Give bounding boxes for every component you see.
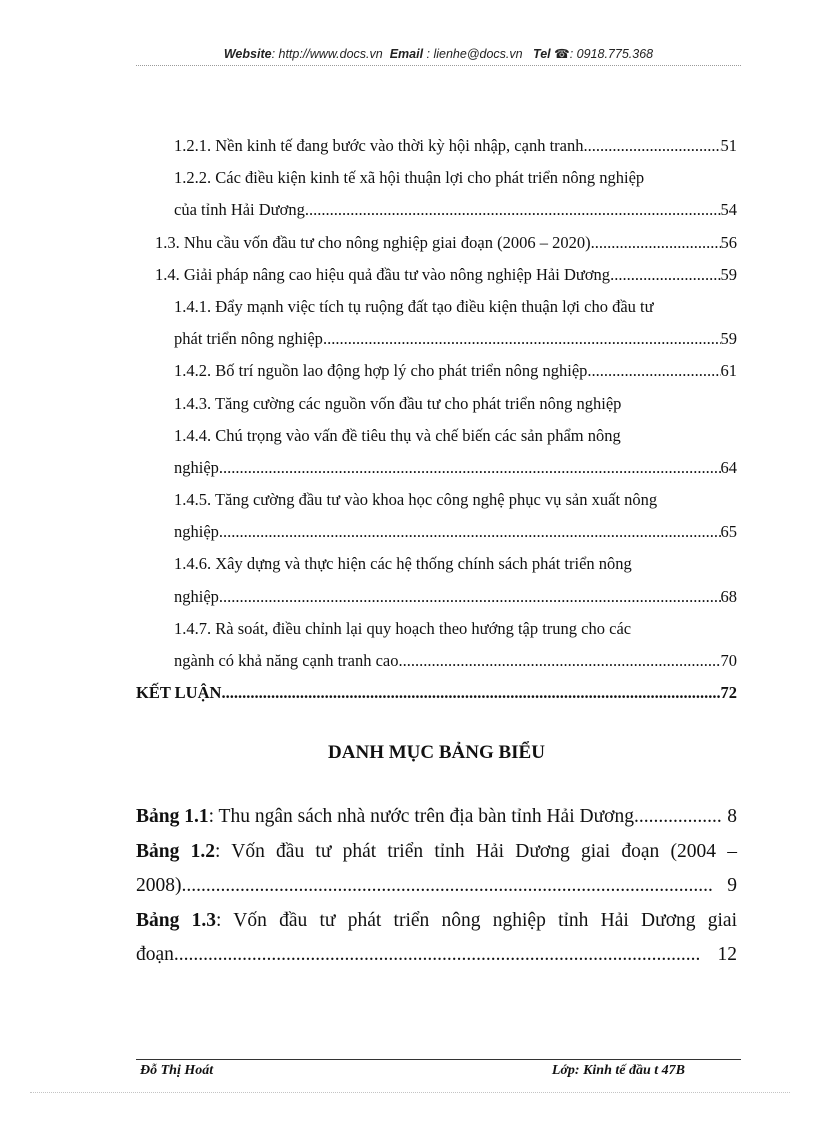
toc-page-number: 59: [720, 264, 737, 284]
table-list-entry[interactable]: [136, 904, 737, 939]
section-title: DANH MỤC BẢNG BIỂU: [328, 742, 545, 763]
toc-entry[interactable]: [136, 548, 737, 580]
toc-entry-text: 1.2.2. Các điều kiện kinh tế xã hội thuận lợi cho phát triển nông nghiệp: [174, 168, 645, 188]
toc-page-number: 72: [720, 683, 737, 703]
table-caption: : Thu ngân sách nhà nước trên địa bàn tỉnh Hải Dương: [208, 806, 634, 827]
toc-page-number: 59: [720, 329, 737, 349]
toc-page-number: 65: [720, 522, 737, 542]
toc-entry[interactable]: [136, 355, 737, 387]
toc-entry-text: nghiệp: [174, 522, 219, 542]
page-header: [136, 46, 741, 61]
toc-entry[interactable]: [136, 194, 737, 226]
page-bottom-divider: [30, 1092, 790, 1093]
toc-entry[interactable]: [136, 130, 737, 162]
table-list-text-wrap: [136, 904, 737, 939]
website-label: Website: [223, 47, 272, 61]
toc-dot-leader: [323, 323, 721, 355]
toc-page-number: 64: [720, 457, 737, 477]
email-label: Email: [389, 47, 424, 61]
toc-entry[interactable]: [136, 677, 737, 709]
toc-entry-text: 1.2.1. Nền kinh tế đang bước vào thời kỳ hội nhập, cạnh tranh: [174, 136, 584, 155]
toc-dot-leader: [583, 130, 720, 162]
table-list-text-wrap: [136, 869, 182, 904]
toc-dot-leader: [219, 516, 721, 548]
page-footer: [140, 1063, 685, 1079]
toc-entry[interactable]: [136, 227, 737, 259]
footer-class: Lớp: Kinh tế đầu t 47B: [551, 1063, 685, 1078]
tel-value: : 0918.775.368: [569, 47, 654, 61]
toc-entry-text: nghiệp: [174, 457, 219, 477]
toc-dot-leader: [305, 194, 721, 226]
toc-entry-text: 1.4.5. Tăng cường đầu tư vào khoa học công nghệ phục vụ sản xuất nông: [174, 490, 658, 510]
table-of-contents: [136, 130, 737, 709]
toc-entry-text: 1.4.7. Rà soát, điều chỉnh lại quy hoạch theo hướng tập trung cho các: [174, 618, 632, 638]
toc-entry-text: 1.3. Nhu cầu vốn đầu tư cho nông nghiệp giai đoạn (2006 – 2020): [155, 232, 591, 252]
toc-page-number: 70: [720, 651, 737, 670]
toc-page-number: 68: [720, 586, 737, 606]
toc-entry-text: nghiệp: [174, 586, 219, 606]
header-divider: [136, 65, 741, 66]
toc-page-number: 61: [720, 361, 737, 381]
toc-entry-text: 1.4.1. Đẩy mạnh việc tích tụ ruộng đất tạo điều kiện thuận lợi cho đầu tư: [174, 296, 654, 316]
toc-entry-text: KẾT LUẬN: [136, 683, 222, 703]
email-value[interactable]: : lienhe@docs.vn: [423, 47, 523, 61]
table-caption: : Vốn đầu tư phát triển nông nghiệp tỉnh Hải Dương giai: [215, 909, 737, 931]
table-caption: đoạn: [136, 944, 174, 965]
table-list-text-wrap: [136, 835, 737, 870]
toc-entry[interactable]: [136, 259, 737, 291]
toc-entry[interactable]: [136, 323, 737, 355]
toc-entry-text: của tỉnh Hải Dương: [174, 200, 305, 220]
table-page-number: 9: [717, 875, 737, 896]
toc-entry[interactable]: [136, 613, 737, 645]
toc-dot-leader: [591, 227, 721, 259]
list-of-tables: [136, 800, 737, 973]
tel-label: Tel: [533, 47, 551, 61]
toc-entry[interactable]: [136, 581, 737, 613]
toc-dot-leader: [221, 677, 720, 709]
toc-dot-leader: [587, 355, 720, 387]
toc-entry[interactable]: [136, 420, 737, 452]
table-list-entry[interactable]: [136, 835, 737, 870]
toc-entry-text: 1.4.6. Xây dựng và thực hiện các hệ thống chính sách phát triển nông: [174, 554, 632, 574]
table-list-text-wrap: [136, 800, 634, 835]
footer-divider: [136, 1059, 741, 1060]
toc-entry-text: 1.4.4. Chú trọng vào vấn đề tiêu thụ và chế biến các sản phẩm nông: [174, 425, 621, 445]
table-page-number: 8: [727, 806, 737, 827]
toc-entry-text: ngành có khả năng cạnh tranh cao: [174, 651, 399, 670]
table-label: Bảng 1.1: [136, 806, 209, 827]
toc-page-number: 54: [720, 200, 737, 220]
footer-author: Đỗ Thị Hoát: [140, 1063, 214, 1078]
table-label: Bảng 1.3: [136, 909, 216, 931]
toc-page-number: 56: [720, 232, 737, 252]
toc-entry-text: phát triển nông nghiệp: [174, 329, 323, 349]
toc-entry-text: 1.4.3. Tăng cường các nguồn vốn đầu tư cho phát triển nông nghiệp: [174, 393, 622, 413]
table-list-entry[interactable]: [136, 938, 737, 973]
toc-entry[interactable]: [136, 291, 737, 323]
table-list-entry[interactable]: [136, 869, 737, 904]
toc-entry[interactable]: [136, 452, 737, 484]
toc-entry[interactable]: [136, 645, 737, 677]
table-caption: 2008): [136, 875, 182, 896]
phone-icon: ☎: [554, 47, 570, 61]
toc-entry[interactable]: [136, 484, 737, 516]
toc-dot-leader: [399, 645, 721, 677]
table-dot-leader: [634, 800, 723, 835]
toc-entry-text: 1.4. Giải pháp nâng cao hiệu quả đầu tư vào nông nghiệp Hải Dương: [155, 264, 611, 284]
table-dot-leader: [174, 938, 699, 973]
table-label: Bảng 1.2: [136, 840, 215, 862]
toc-entry-text: 1.4.2. Bố trí nguồn lao động hợp lý cho phát triển nông nghiệp: [174, 361, 588, 381]
toc-entry[interactable]: [136, 162, 737, 194]
table-dot-leader: [182, 869, 714, 904]
toc-dot-leader: [219, 581, 721, 613]
table-caption: : Vốn đầu tư phát triển tỉnh Hải Dương giai đoạn (2004 –: [214, 840, 737, 862]
toc-entry[interactable]: [136, 388, 737, 420]
toc-entry[interactable]: [136, 516, 737, 548]
table-page-number: 12: [702, 944, 737, 965]
table-list-text-wrap: [136, 938, 174, 973]
toc-dot-leader: [219, 452, 721, 484]
toc-page-number: 51: [720, 136, 737, 155]
website-value[interactable]: : http://www.docs.vn: [271, 47, 383, 61]
toc-dot-leader: [610, 259, 720, 291]
table-list-entry[interactable]: [136, 800, 737, 835]
